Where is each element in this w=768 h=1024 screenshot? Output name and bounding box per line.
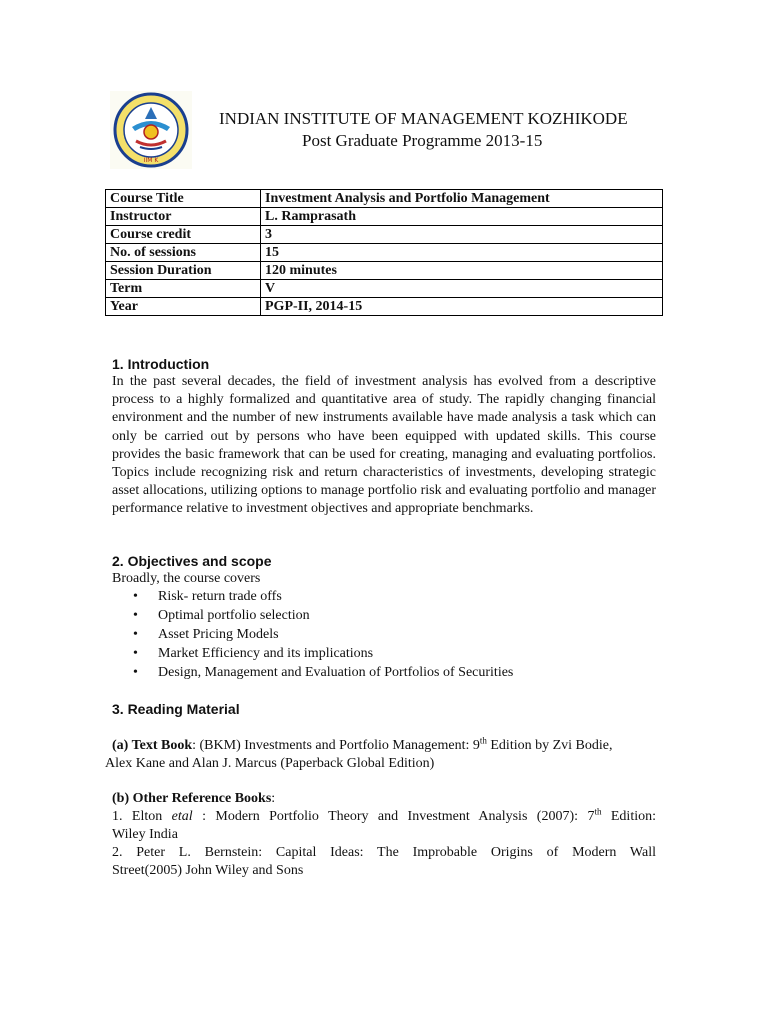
list-item: • Asset Pricing Models <box>133 627 279 642</box>
table-row <box>106 298 663 316</box>
programme-title: Post Graduate Programme 2013-15 <box>302 131 543 150</box>
introduction-heading: 1. Introduction <box>112 356 210 372</box>
course-info-table <box>105 189 663 316</box>
iim-kozhikode-logo <box>110 91 192 169</box>
row-value: 120 minutes <box>261 262 663 280</box>
objectives-list <box>133 587 513 682</box>
table-row <box>106 208 663 226</box>
row-label: Course credit <box>106 226 261 244</box>
row-value: L. Ramprasath <box>261 208 663 226</box>
list-item: • Market Efficiency and its implications <box>133 646 374 661</box>
table-row <box>106 226 663 244</box>
row-value: 3 <box>261 226 663 244</box>
list-item: • Optimal portfolio selection <box>133 608 310 623</box>
row-label: Session Duration <box>106 262 261 280</box>
row-label: Year <box>106 298 261 316</box>
textbook-line-1: (a) Text Book: (BKM) Investments and Portfolio Management: 9th Edition by Zvi Bodie, <box>112 735 613 753</box>
objectives-intro: Broadly, the course covers <box>112 571 261 586</box>
row-value: Investment Analysis and Portfolio Management <box>261 190 663 208</box>
row-value: PGP-II, 2014-15 <box>261 298 663 316</box>
objectives-heading: 2. Objectives and scope <box>112 553 272 569</box>
reference-2-line-2: Street(2005) John Wiley and Sons <box>112 863 304 878</box>
introduction-text: In the past several decades, the field of investment analysis has evolved from a descriptive process to a highly formalized and quantitative area of study. The rapidly changing financial environment and the number of new instruments available have made analysis a task which can only be carried out by persons who have been equipped with updated skills. This course provides the basic framework that can be used for creating, managing and evaluating portfolios. Topics include recognizing risk and return characteristics of investments, developing strategic asset allocations, utilizing options to manage portfolio risk and evaluating portfolio and manager performance relative to investment objectives and appropriate benchmarks. <box>112 374 656 517</box>
row-value: 15 <box>261 244 663 262</box>
row-value: V <box>261 280 663 298</box>
institute-name: INDIAN INSTITUTE OF MANAGEMENT KOZHIKODE <box>219 109 628 128</box>
row-label: Term <box>106 280 261 298</box>
reference-1-line-1: 1. Elton etal : Modern Portfolio Theory and Investment Analysis (2007): 7th Edition: <box>112 806 656 824</box>
textbook-label: (a) Text Book <box>112 738 193 753</box>
row-label: No. of sessions <box>106 244 261 262</box>
reading-heading: 3. Reading Material <box>112 701 240 717</box>
svg-text:IIM K: IIM K <box>143 157 159 164</box>
list-item: • Design, Management and Evaluation of Portfolios of Securities <box>133 665 514 680</box>
other-references-heading: (b) Other Reference Books: <box>112 791 276 806</box>
table-row <box>106 190 663 208</box>
list-item: • Risk- return trade offs <box>133 589 282 604</box>
row-label: Instructor <box>106 208 261 226</box>
row-label: Course Title <box>106 190 261 208</box>
textbook-line-2: Alex Kane and Alan J. Marcus (Paperback Global Edition) <box>105 756 435 771</box>
table-row <box>106 262 663 280</box>
table-row <box>106 244 663 262</box>
reference-2-line-1: 2. Peter L. Bernstein: Capital Ideas: The Improbable Origins of Modern Wall <box>112 845 656 860</box>
table-row <box>106 280 663 298</box>
reference-1-line-2: Wiley India <box>112 827 178 842</box>
